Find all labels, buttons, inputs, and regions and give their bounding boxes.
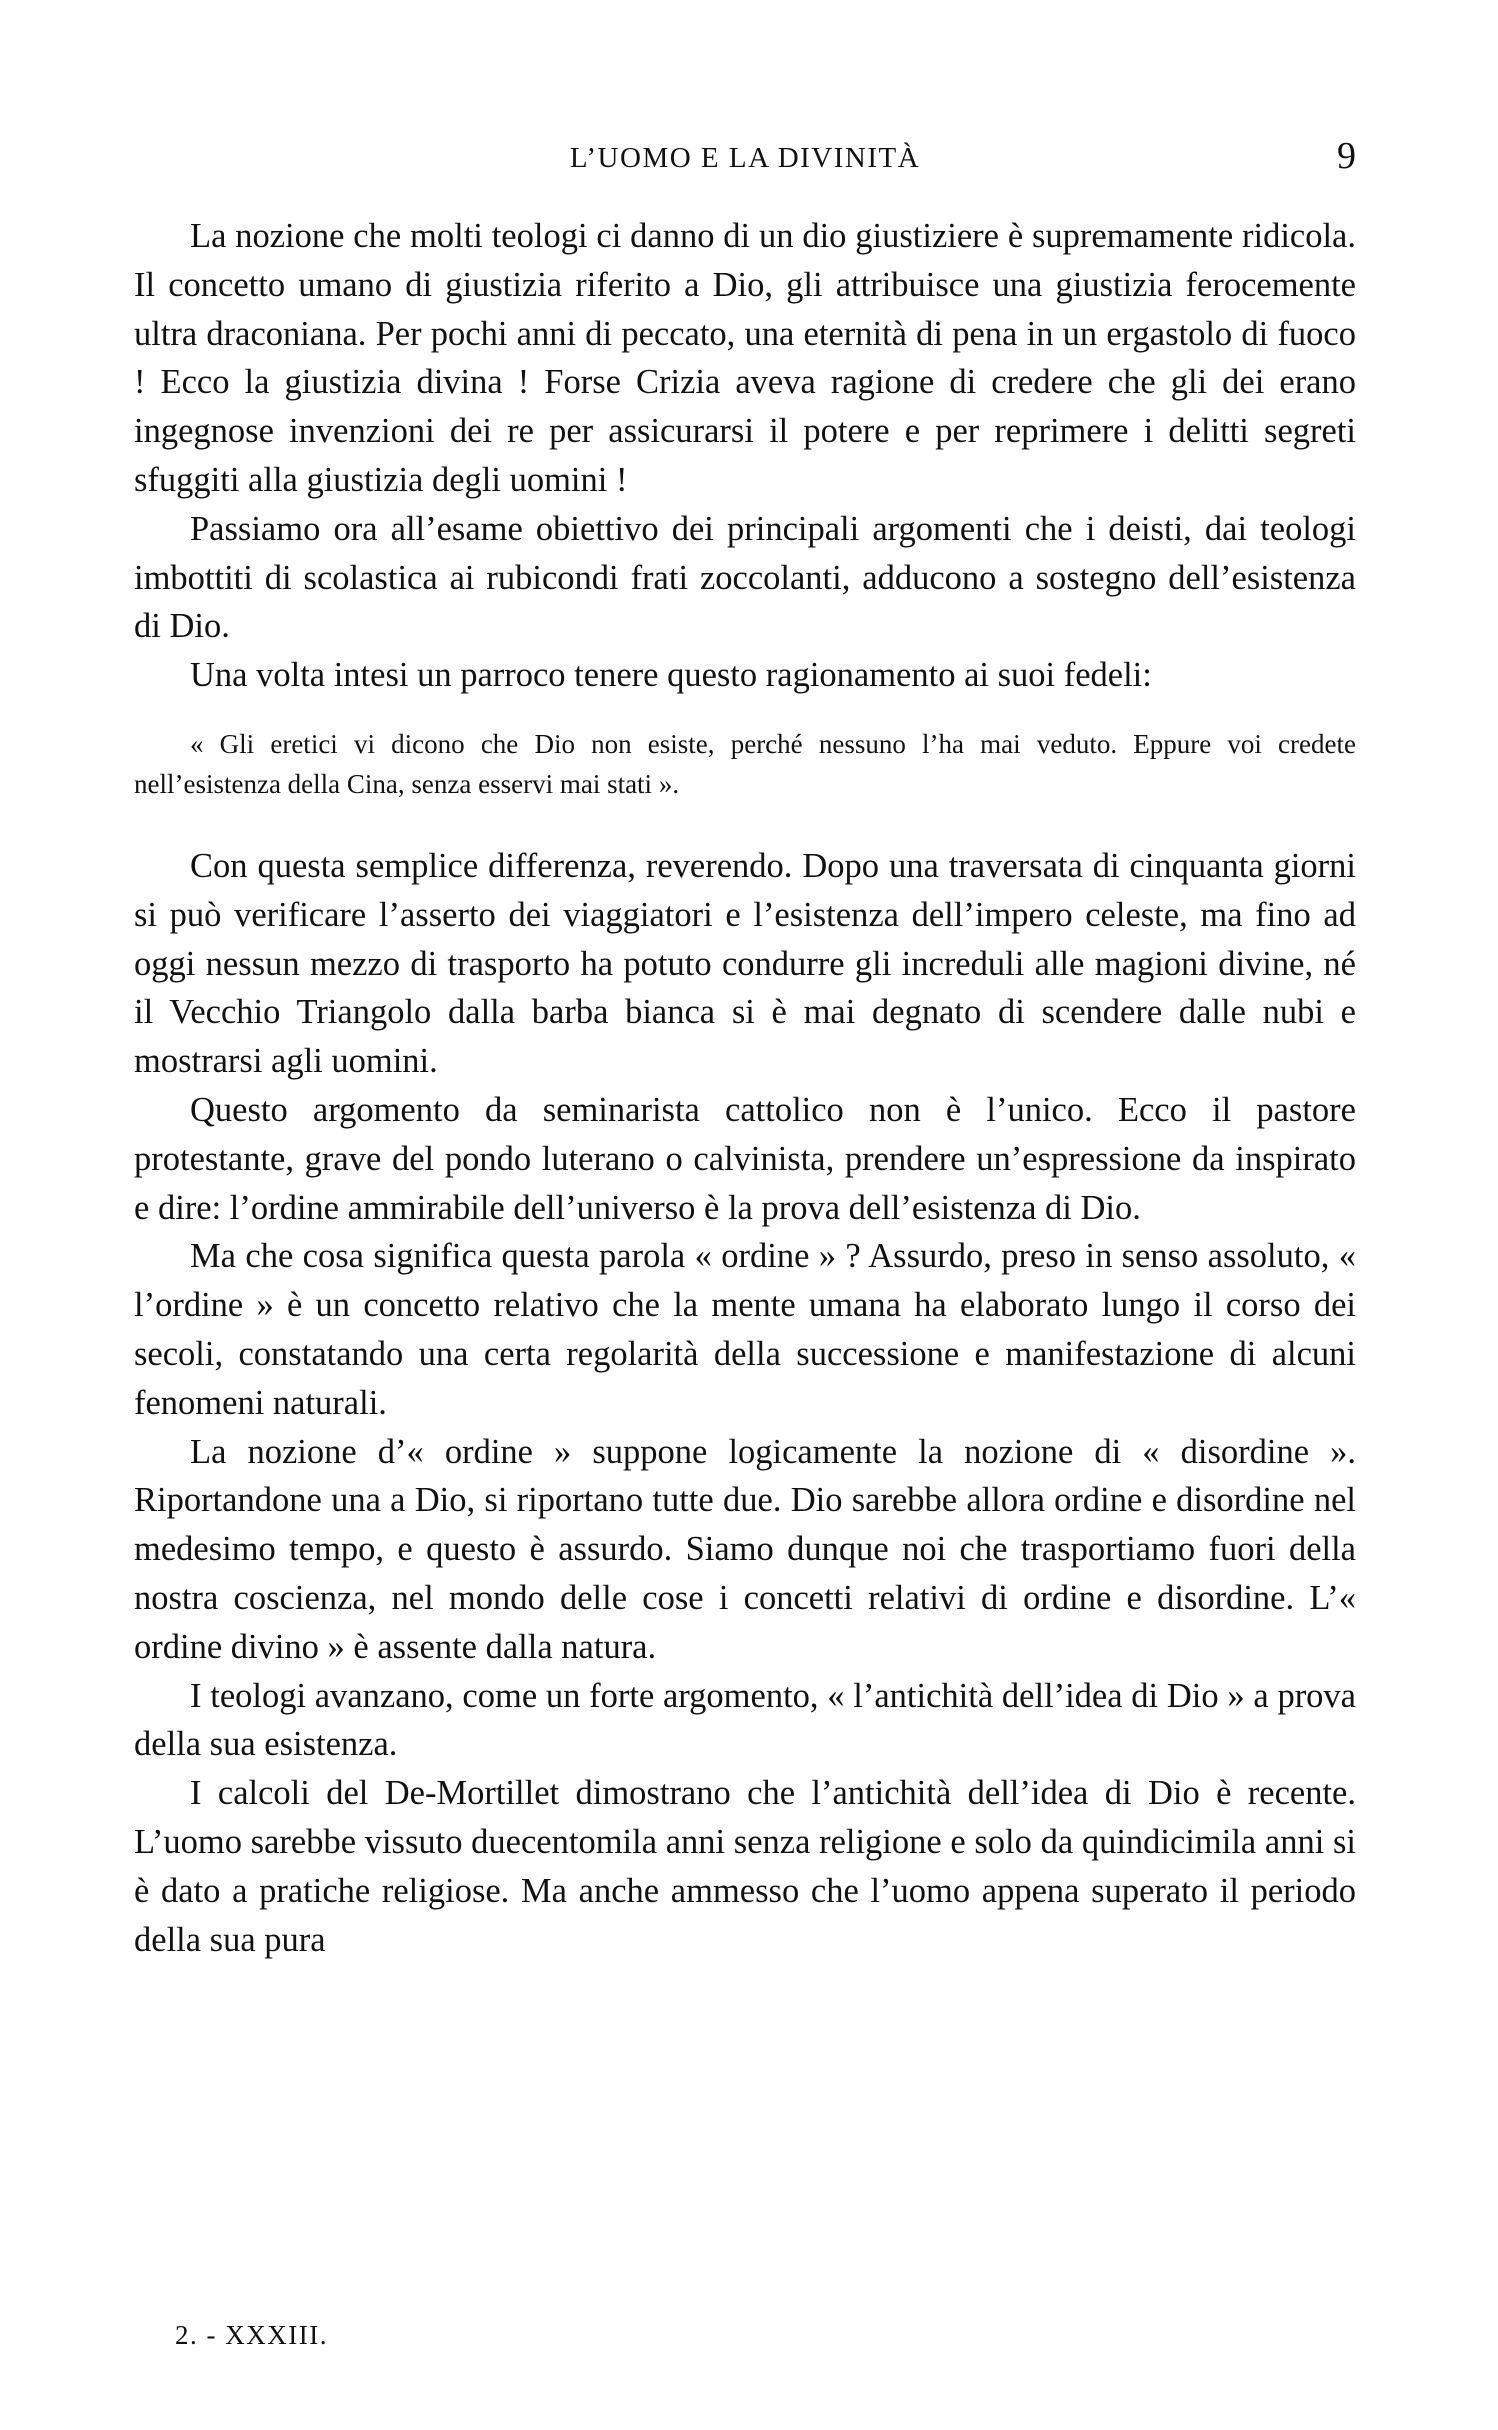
paragraph: Una volta intesi un parroco tenere questo ragionamento ai suoi fedeli: xyxy=(190,656,1152,695)
signature-mark: 2. - XXXIII. xyxy=(175,2320,328,2350)
paragraph: I teologi avanzano, come un forte argomento, « l’antichità dell’idea di Dio » a prova della sua esistenza. xyxy=(134,1676,1356,1764)
paragraph: Passiamo ora all’esame obiettivo dei principali argomenti che i deisti, dai teologi imbottiti di scolastica ai rubicondi frati zoccolanti, adducono a sostegno dell’esistenza di Dio. xyxy=(134,509,1356,646)
paragraph: La nozione d’« ordine » suppone logicamente la nozione di « disordine ». Riportandone una a Dio, si riportano tutte due. Dio sarebbe allora ordine e disordine nel medesimo tempo, e questo è assurdo. Siamo dunque noi che trasportiamo fuori della nostra coscienza, nel mondo delle cose i concetti relativi di ordine e disordine. L’« ordine divino » è assente dalla natura. xyxy=(134,1432,1356,1666)
block-quote: « Gli eretici vi dicono che Dio non esiste, perché nessuno l’ha mai veduto. Eppure voi credete nell’esistenza della Cina, senza esservi mai stati ». xyxy=(134,728,1356,799)
paragraph: Ma che cosa significa questa parola « ordine » ? Assurdo, preso in senso assoluto, « l’ordine » è un concetto relativo che la mente umana ha elaborato lungo il corso dei secoli, constatando una certa regolarità della successione e manifestazione di alcuni fenomeni naturali. xyxy=(134,1237,1356,1422)
page-header xyxy=(134,134,1356,194)
paragraph: I calcoli del De-Mortillet dimostrano che l’antichità dell’idea di Dio è recente. L’uomo sarebbe vissuto duecentomila anni senza religione e solo da quindicimila anni si è dato a pratiche religiose. Ma anche ammesso che l’uomo appena superato il periodo della sua pura xyxy=(134,1774,1356,1959)
paragraph: Questo argomento da seminarista cattolico non è l’unico. Ecco il pastore protestante, grave del pondo luterano o calvinista, prendere un’espressione da inspirato e dire: l’ordine ammirabile dell’universo è la prova dell’esistenza di Dio. xyxy=(134,1090,1356,1227)
paragraph: Con questa semplice differenza, reverendo. Dopo una traversata di cinquanta giorni si può verificare l’asserto dei viaggiatori e l’esistenza dell’impero celeste, ma fino ad oggi nessun mezzo di trasporto ha potuto condurre gli increduli alle magioni divine, né il Vecchio Triangolo dalla barba bianca si è mai degnato di scendere dalle nubi e mostrarsi agli uomini. xyxy=(134,846,1356,1081)
page-number: 9 xyxy=(1337,135,1356,177)
body-text xyxy=(134,212,1356,1964)
paragraph: La nozione che molti teologi ci danno di un dio giustiziere è supremamente ridicola. Il concetto umano di giustizia riferito a Dio, gli attribuisce una giustizia ferocemente ultra draconiana. Per pochi anni di peccato, una eternità di pena in un ergastolo di fuoco ! Ecco la giustizia divina ! Forse Crizia aveva ragione di credere che gli dei erano ingegnose invenzioni dei re per assicurarsi il potere e per reprimere i delitti segreti sfuggiti alla giustizia degli uomini ! xyxy=(134,217,1356,499)
running-title: L’UOMO E LA DIVINITÀ xyxy=(569,142,921,174)
